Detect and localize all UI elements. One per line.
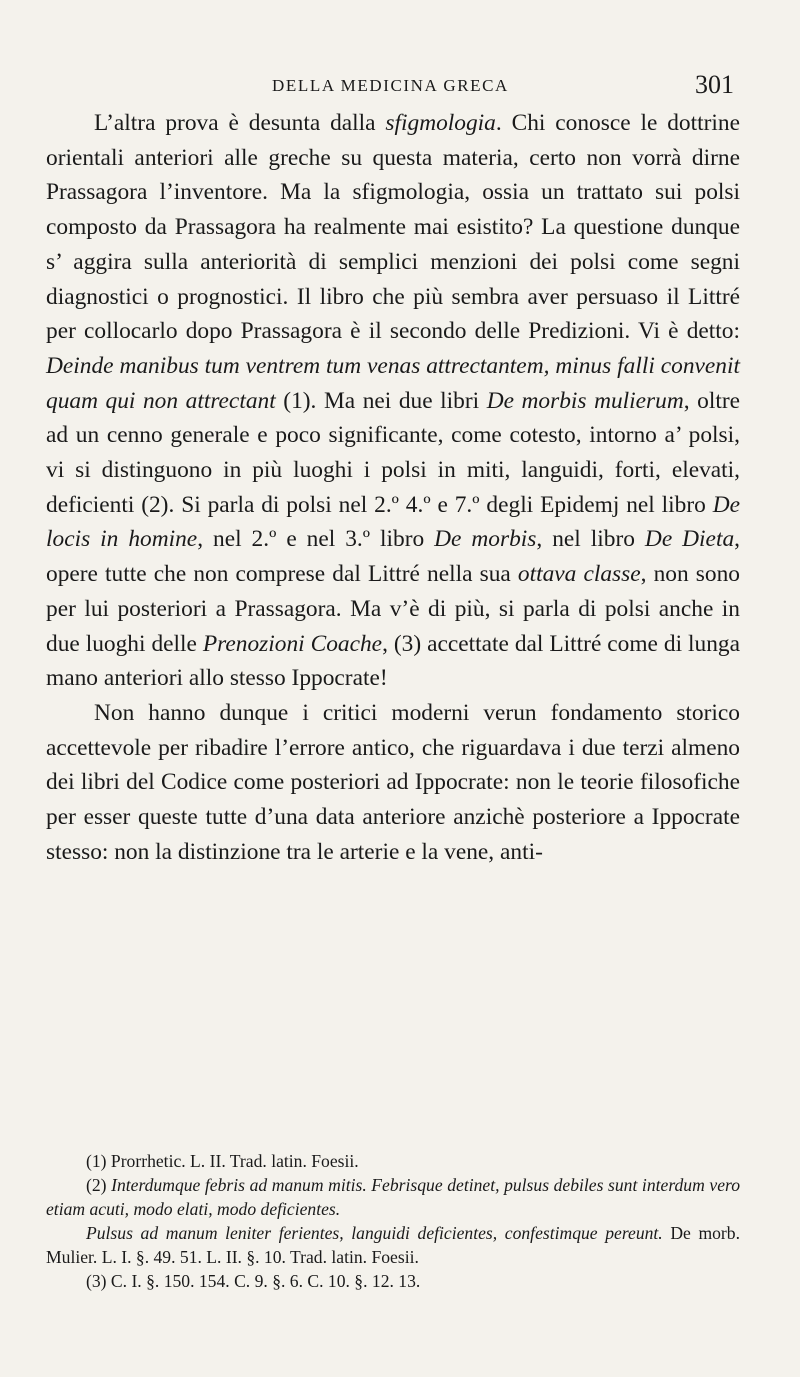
paragraph-2: Non hanno dunque i critici moderni verun fondamento storico accettevole per ribadire l’errore antico, che riguardava i due terzi almeno dei libri del Codice come posteriori ad Ippocrate: non le teorie filosofiche per esser queste tutte d’una data anteriore anzichè posteriore a Ippocrate stesso: non la distinzione tra le arterie e la vene, anti- <box>46 699 740 865</box>
text-run: L’altra prova è desunta dalla <box>94 110 386 136</box>
footnote-2 <box>46 1173 740 1221</box>
italic-title: De Dieta <box>644 526 735 553</box>
text-run: , nel 2.º e nel 3.º libro <box>197 526 435 553</box>
text-run: , oltre ad un cenno generale e poco significante, come cotesto, intorno a’ polsi, vi si distinguono in più luoghi i polsi in miti, languidi, forti, elevati, deficienti (2). Si parla di polsi nel 2.º 4.º e 7.º degli Epidemj nel libro <box>46 387 741 518</box>
page-number: 301 <box>695 70 734 99</box>
footnote-quotation: Interdumque febris ad manum mitis. Febrisque detinet, pulsus debiles sunt interdum vero etiam acuti, modo elati, modo deficientes. <box>46 1175 740 1219</box>
paragraph-1 <box>46 106 740 696</box>
footnote-citation: De morb. Mulier. L. I. §. 49. 51. L. II. §. 10. Trad. latin. Foesii. <box>46 1223 740 1267</box>
running-title: DELLA MEDICINA GRECA <box>272 76 509 95</box>
italic-title: De morbis mulierum <box>486 387 684 414</box>
text-run: , opere tutte che non comprese dal Littré nella sua <box>46 526 740 588</box>
footnote-3: (3) C. I. §. 150. 154. C. 9. §. 6. C. 10. §. 12. 13. <box>86 1271 421 1291</box>
latin-quotation: Deinde manibus tum ventrem tum venas attrectantem, minus falli convenit quam qui non attrectant <box>46 352 740 414</box>
text-run: , (3) accettate dal Littré come di lunga mano anteriori allo stesso Ippocrate! <box>46 630 741 692</box>
footnote-label: (2) <box>86 1175 112 1195</box>
italic-title: De morbis <box>434 526 537 553</box>
text-run: . Chi conosce le dottrine orientali anteriori alle greche su questa materia, certo non vorrà dirne Prassagora l’inventore. Ma la sfigmologia, ossia un trattato sui polsi composto da Prassagora ha realmente mai esistito? La questione dunque s’ aggira sulla anteriorità di semplici menzioni dei polsi come segni diagnostici o prognostici. Il libro che più sembra aver persuaso il Littré per collocarlo dopo Prassagora è il secondo delle Predizioni. Vi è detto: <box>46 110 740 345</box>
italic-term: ottava classe <box>517 561 641 588</box>
italic-term: sfigmologia <box>385 110 496 136</box>
footnote-2-continuation <box>46 1221 740 1269</box>
italic-title: Prenozioni Coache <box>202 630 383 657</box>
text-run: , nel libro <box>536 526 645 553</box>
footnote-quotation: Pulsus ad manum leniter ferientes, languidi deficientes, confestimque pereunt. <box>86 1223 663 1243</box>
text-run: , non sono per lui posteriori a Prassagora. Ma v’è di più, si parla di polsi anche in due luoghi delle <box>46 561 740 657</box>
italic-title: De locis in homine <box>46 491 740 553</box>
footnote-1: (1) Prorrhetic. L. II. Trad. latin. Foesii. <box>86 1151 359 1171</box>
footnotes <box>46 1149 740 1293</box>
text-run: (1). Ma nei due libri <box>275 387 487 414</box>
running-head <box>44 70 734 104</box>
body-text <box>46 106 740 869</box>
